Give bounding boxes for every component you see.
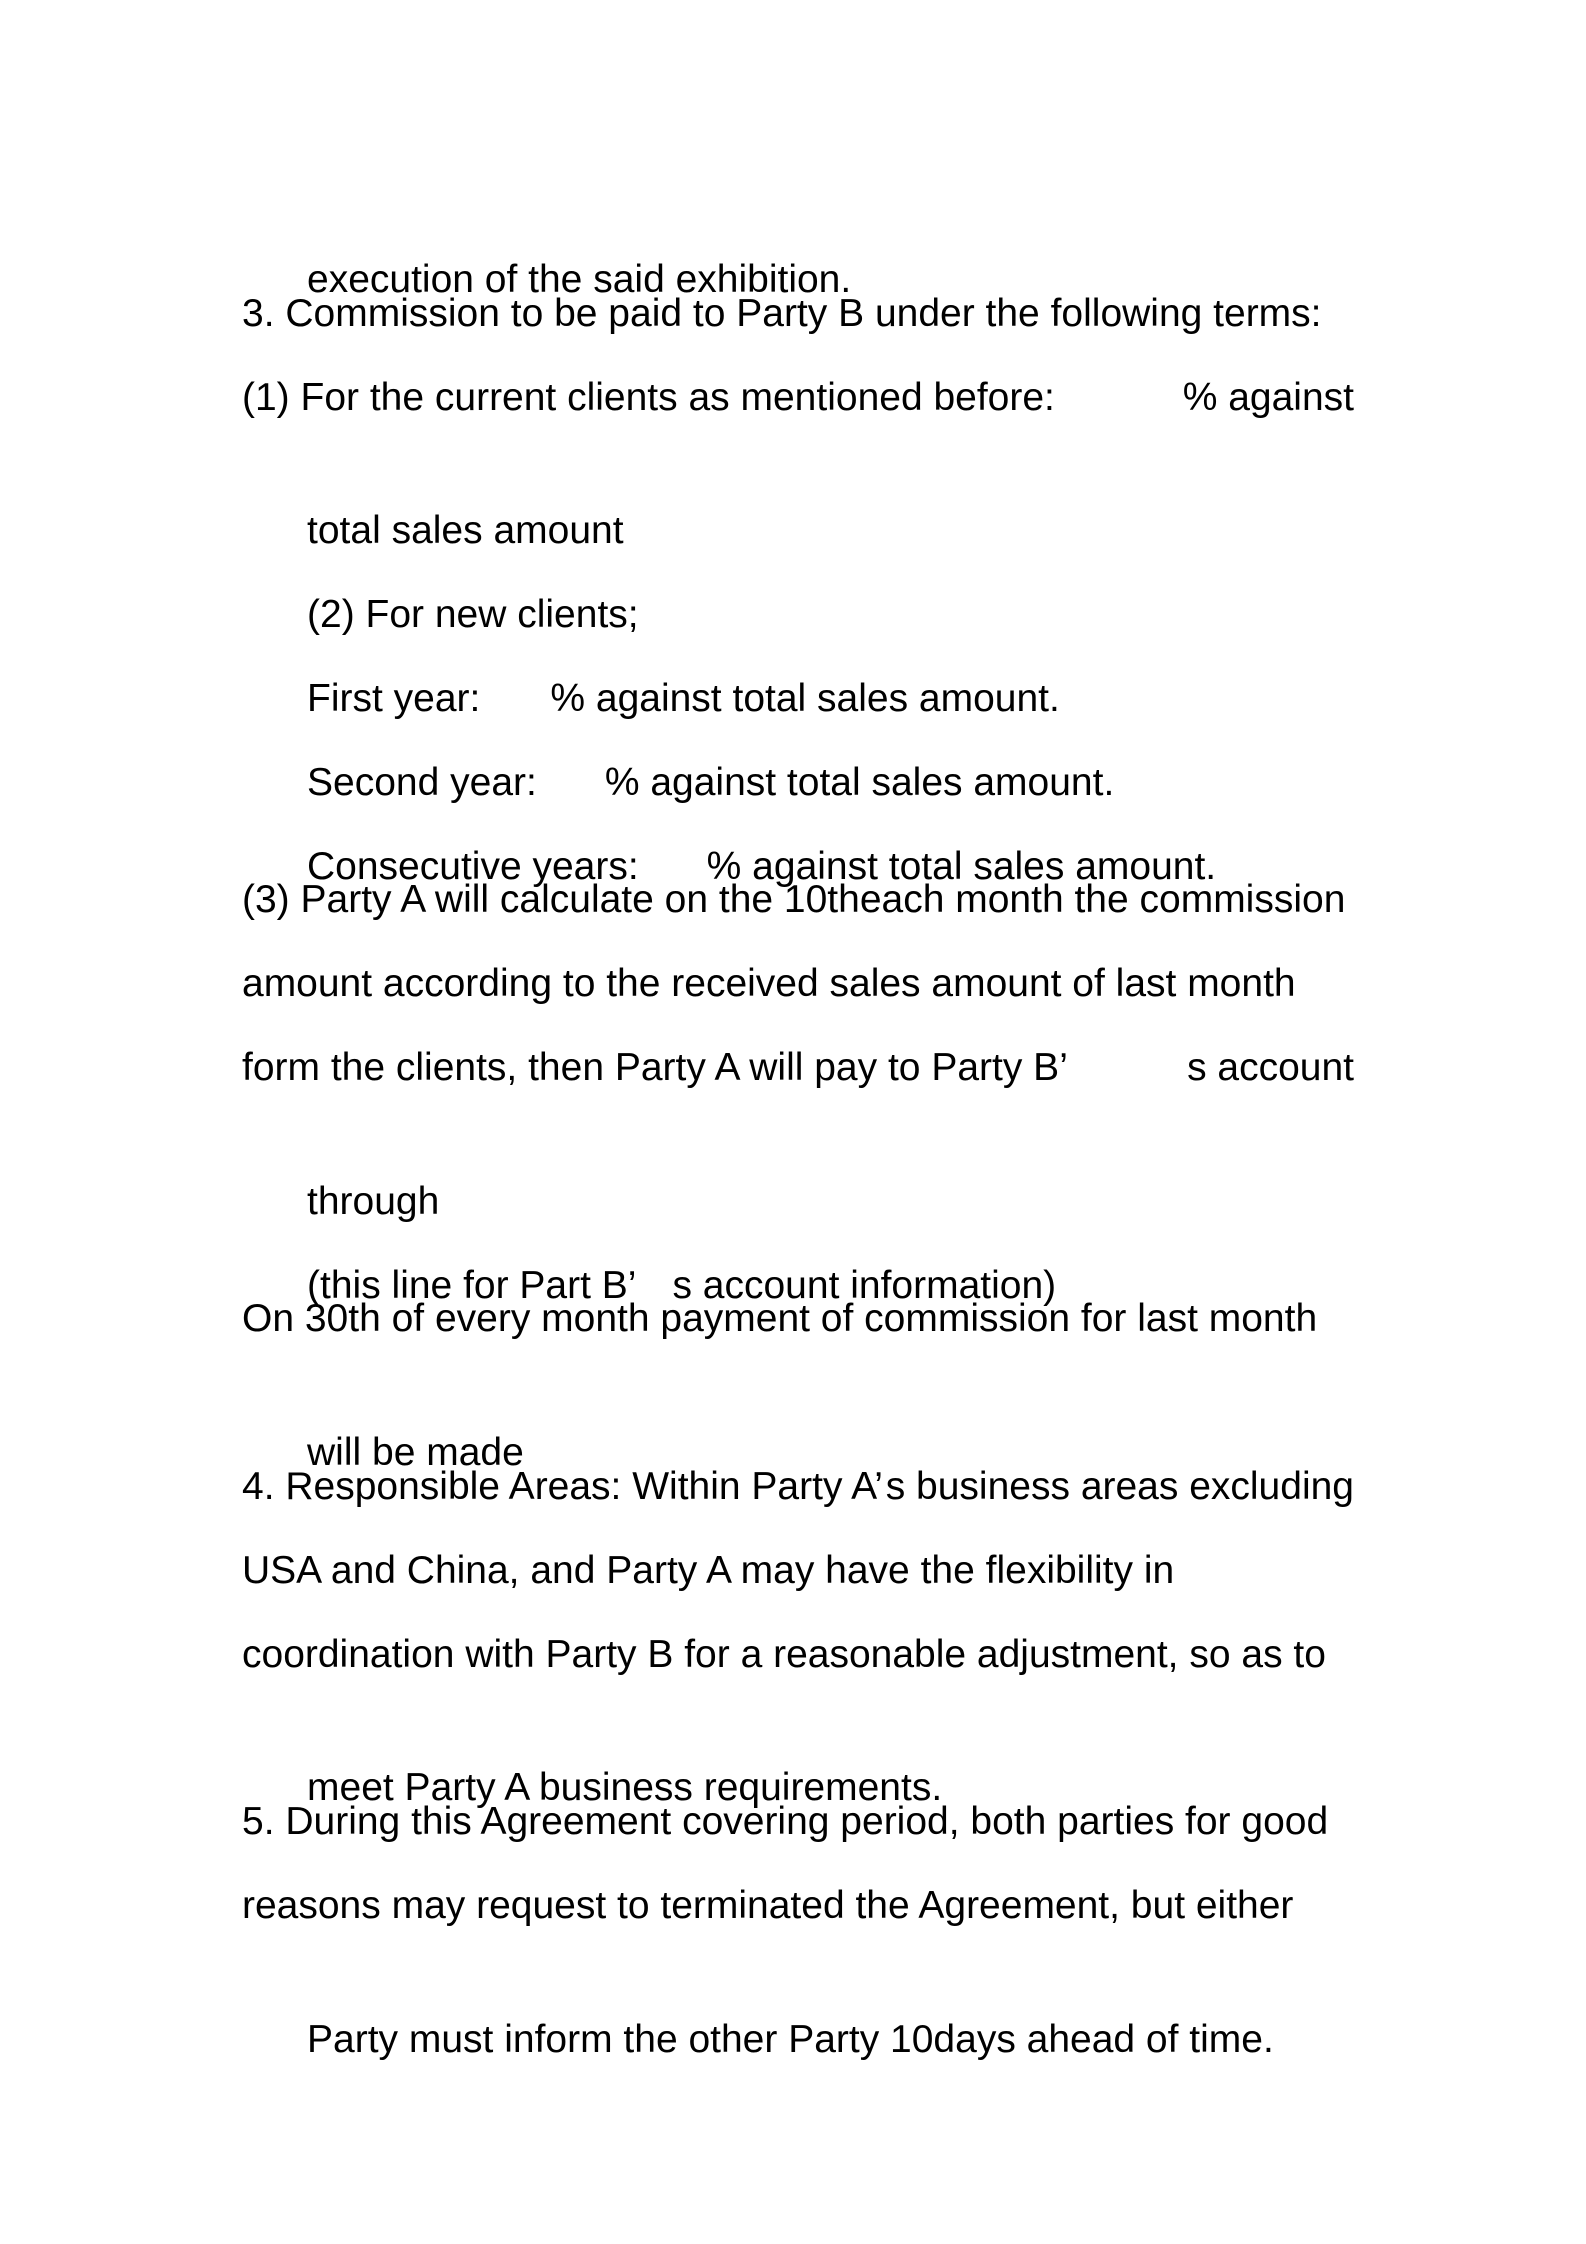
paragraph-line: On 30th of every month payment of commission for last month <box>242 1297 1318 1341</box>
paragraph-line: (3) Party A will calculate on the 10theach month the commission <box>242 878 1346 922</box>
paragraph-line: reasons may request to terminated the Agreement, but either <box>242 1883 1294 1927</box>
paragraph-line: (2) For new clients; <box>307 593 639 637</box>
paragraph-line: execution of the said exhibition. <box>307 258 852 301</box>
paragraph-line: 4. Responsible Areas: Within Party A’ s business areas excluding <box>242 1464 1354 1508</box>
paragraph-line: Second year: % against total sales amount. <box>307 760 1115 804</box>
paragraph-line: 3. Commission to be paid to Party B under the following terms: <box>242 291 1322 335</box>
paragraph-line: Consecutive years: % against total sales amount. <box>307 844 1217 888</box>
paragraph-line: 5. During this Agreement covering period, both parties for good <box>242 1800 1329 1844</box>
paragraph-line: Party must inform the other Party 10days ahead of time. <box>307 2017 1274 2061</box>
paragraph-line: coordination with Party B for a reasonable adjustment, so as to <box>242 1632 1326 1676</box>
paragraph-line: through <box>307 1179 440 1223</box>
paragraph-line: (1) For the current clients as mentioned before: % against <box>242 375 1354 419</box>
paragraph-line: (this line for Part B’ s account information) <box>307 1263 1057 1307</box>
paragraph-line: total sales amount <box>307 509 624 553</box>
paragraph-line: USA and China, and Party A may have the flexibility in <box>242 1548 1175 1592</box>
paragraph-line: form the clients, then Party A will pay to Party B’ s account <box>242 1045 1354 1089</box>
document-body <box>242 205 1354 2061</box>
paragraph-line: First year: % against total sales amount. <box>307 676 1060 720</box>
paragraph-line: amount according to the received sales amount of last month <box>242 962 1296 1006</box>
paragraph-line: will be made <box>307 1431 524 1475</box>
paragraph-line: meet Party A business requirements. <box>307 1766 943 1810</box>
